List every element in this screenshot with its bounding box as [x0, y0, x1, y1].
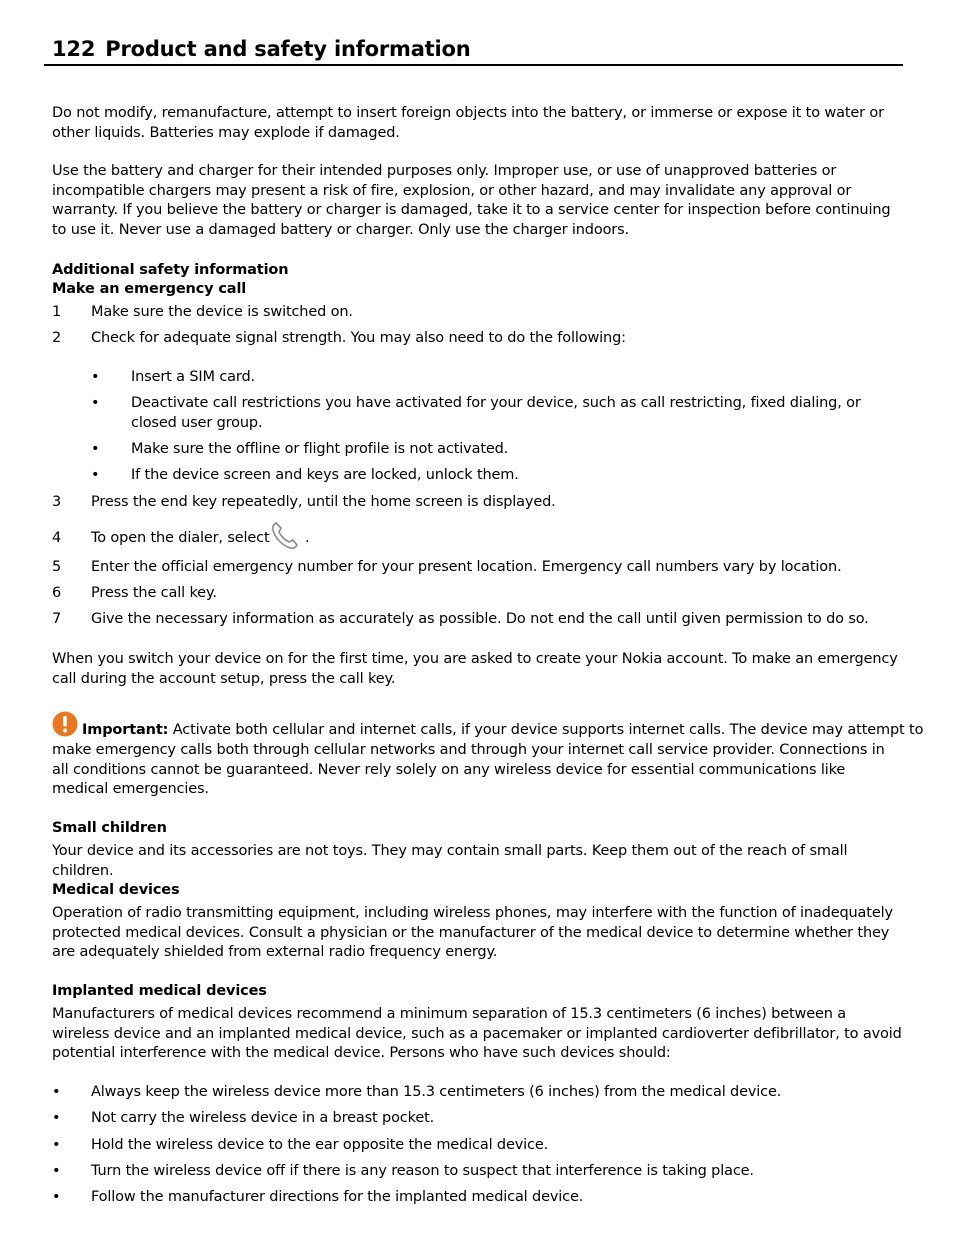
step-number: 7 — [52, 611, 62, 627]
chapter-title: Product and safety information — [105, 37, 471, 61]
bullet-marker: • — [91, 441, 100, 457]
implanted-bullet: Always keep the wireless device more than 15.3 centimeters (6 inches) from the medical device. — [91, 1084, 782, 1100]
battery-paragraph-2: Use the battery and charger for their intended purposes only. Improper use, or use of unapproved batteries or incompatible chargers may present a risk of fire, explosion, or other hazard, and may invalidate any approval or warranty. If you believe the battery or charger is damaged, take it to a service center for inspection before continuing to use it. Never use a damaged battery or charger. Only use the charger indoors. — [52, 163, 891, 238]
phone-icon — [269, 520, 301, 552]
bullet-marker: • — [52, 1189, 61, 1205]
medical-devices-heading: Medical devices — [52, 882, 180, 898]
page-title — [52, 37, 471, 61]
step-number: 3 — [52, 494, 62, 510]
sub-bullet-text: Insert a SIM card. — [131, 369, 255, 385]
step-text: Press the end key repeatedly, until the home screen is displayed. — [91, 494, 556, 510]
step-text: Give the necessary information as accurately as possible. Do not end the call until given permission to do so. — [91, 611, 869, 627]
important-text: Activate both cellular and internet calls, if your device supports internet calls. The device may attempt to — [172, 722, 924, 738]
sub-bullet-text: Make sure the offline or flight profile is not activated. — [131, 441, 509, 457]
small-children-heading: Small children — [52, 820, 167, 836]
page-number: 122 — [52, 37, 96, 61]
warning-icon — [52, 711, 78, 737]
implanted-heading: Implanted medical devices — [52, 983, 267, 999]
implanted-text: Manufacturers of medical devices recommend a minimum separation of 15.3 centimeters (6 inches) between a wireless device and an implanted medical device, such as a pacemaker or implanted cardioverter defibrillator, to avoid potential interference with the medical device. Persons who have such devices should: — [52, 1006, 902, 1062]
page-header — [44, 36, 903, 66]
bullet-marker: • — [52, 1137, 61, 1153]
sub-bullet-text: If the device screen and keys are locked, unlock them. — [131, 467, 519, 483]
important-text-continued: make emergency calls both through cellular networks and through your internet call service provider. Connections in all conditions cannot be guaranteed. Never rely solely on any wireless device for essential communications like medical emergencies. — [52, 742, 885, 798]
sub-bullet-text: Deactivate call restrictions you have activated for your device, such as call restricting, fixed dialing, or closed user group. — [131, 395, 861, 431]
implanted-bullet: Follow the manufacturer directions for the implanted medical device. — [91, 1189, 584, 1205]
step-text: Enter the official emergency number for your present location. Emergency call numbers vary by location. — [91, 559, 842, 575]
bullet-marker: • — [52, 1084, 61, 1100]
step-number: 2 — [52, 330, 62, 346]
step-number: 1 — [52, 304, 62, 320]
step-number: 6 — [52, 585, 62, 601]
small-children-text: Your device and its accessories are not toys. They may contain small parts. Keep them out of the reach of small children. — [52, 843, 848, 879]
implanted-bullet: Not carry the wireless device in a breast pocket. — [91, 1110, 435, 1126]
bullet-marker: • — [52, 1163, 61, 1179]
battery-paragraph-1: Do not modify, remanufacture, attempt to insert foreign objects into the battery, or immerse or expose it to water or other liquids. Batteries may explode if damaged. — [52, 105, 884, 141]
step-text: Make sure the device is switched on. — [91, 304, 353, 320]
subheading-emergency-call: Make an emergency call — [52, 281, 247, 297]
step-text: To open the dialer, select — [91, 530, 270, 546]
important-label: Important: — [82, 722, 169, 738]
bullet-marker: • — [91, 395, 100, 411]
step-text: Press the call key. — [91, 585, 217, 601]
step-text: Check for adequate signal strength. You may also need to do the following: — [91, 330, 626, 346]
step-number: 5 — [52, 559, 62, 575]
implanted-bullet: Turn the wireless device off if there is any reason to suspect that interference is taking place. — [91, 1163, 754, 1179]
account-note: When you switch your device on for the first time, you are asked to create your Nokia account. To make an emergency call during the account setup, press the call key. — [52, 651, 898, 687]
bullet-marker: • — [91, 467, 100, 483]
bullet-marker: • — [52, 1110, 61, 1126]
implanted-bullet: Hold the wireless device to the ear opposite the medical device. — [91, 1137, 549, 1153]
section-heading-additional: Additional safety information — [52, 262, 289, 278]
step-number: 4 — [52, 530, 62, 546]
step-4-period: . — [305, 530, 310, 546]
medical-devices-text: Operation of radio transmitting equipment, including wireless phones, may interfere with the function of inadequately protected medical devices. Consult a physician or the manufacturer of the medical device to determine whether they are adequately shielded from external radio frequency energy. — [52, 905, 893, 961]
important-first-line — [82, 721, 924, 741]
bullet-marker: • — [91, 369, 100, 385]
